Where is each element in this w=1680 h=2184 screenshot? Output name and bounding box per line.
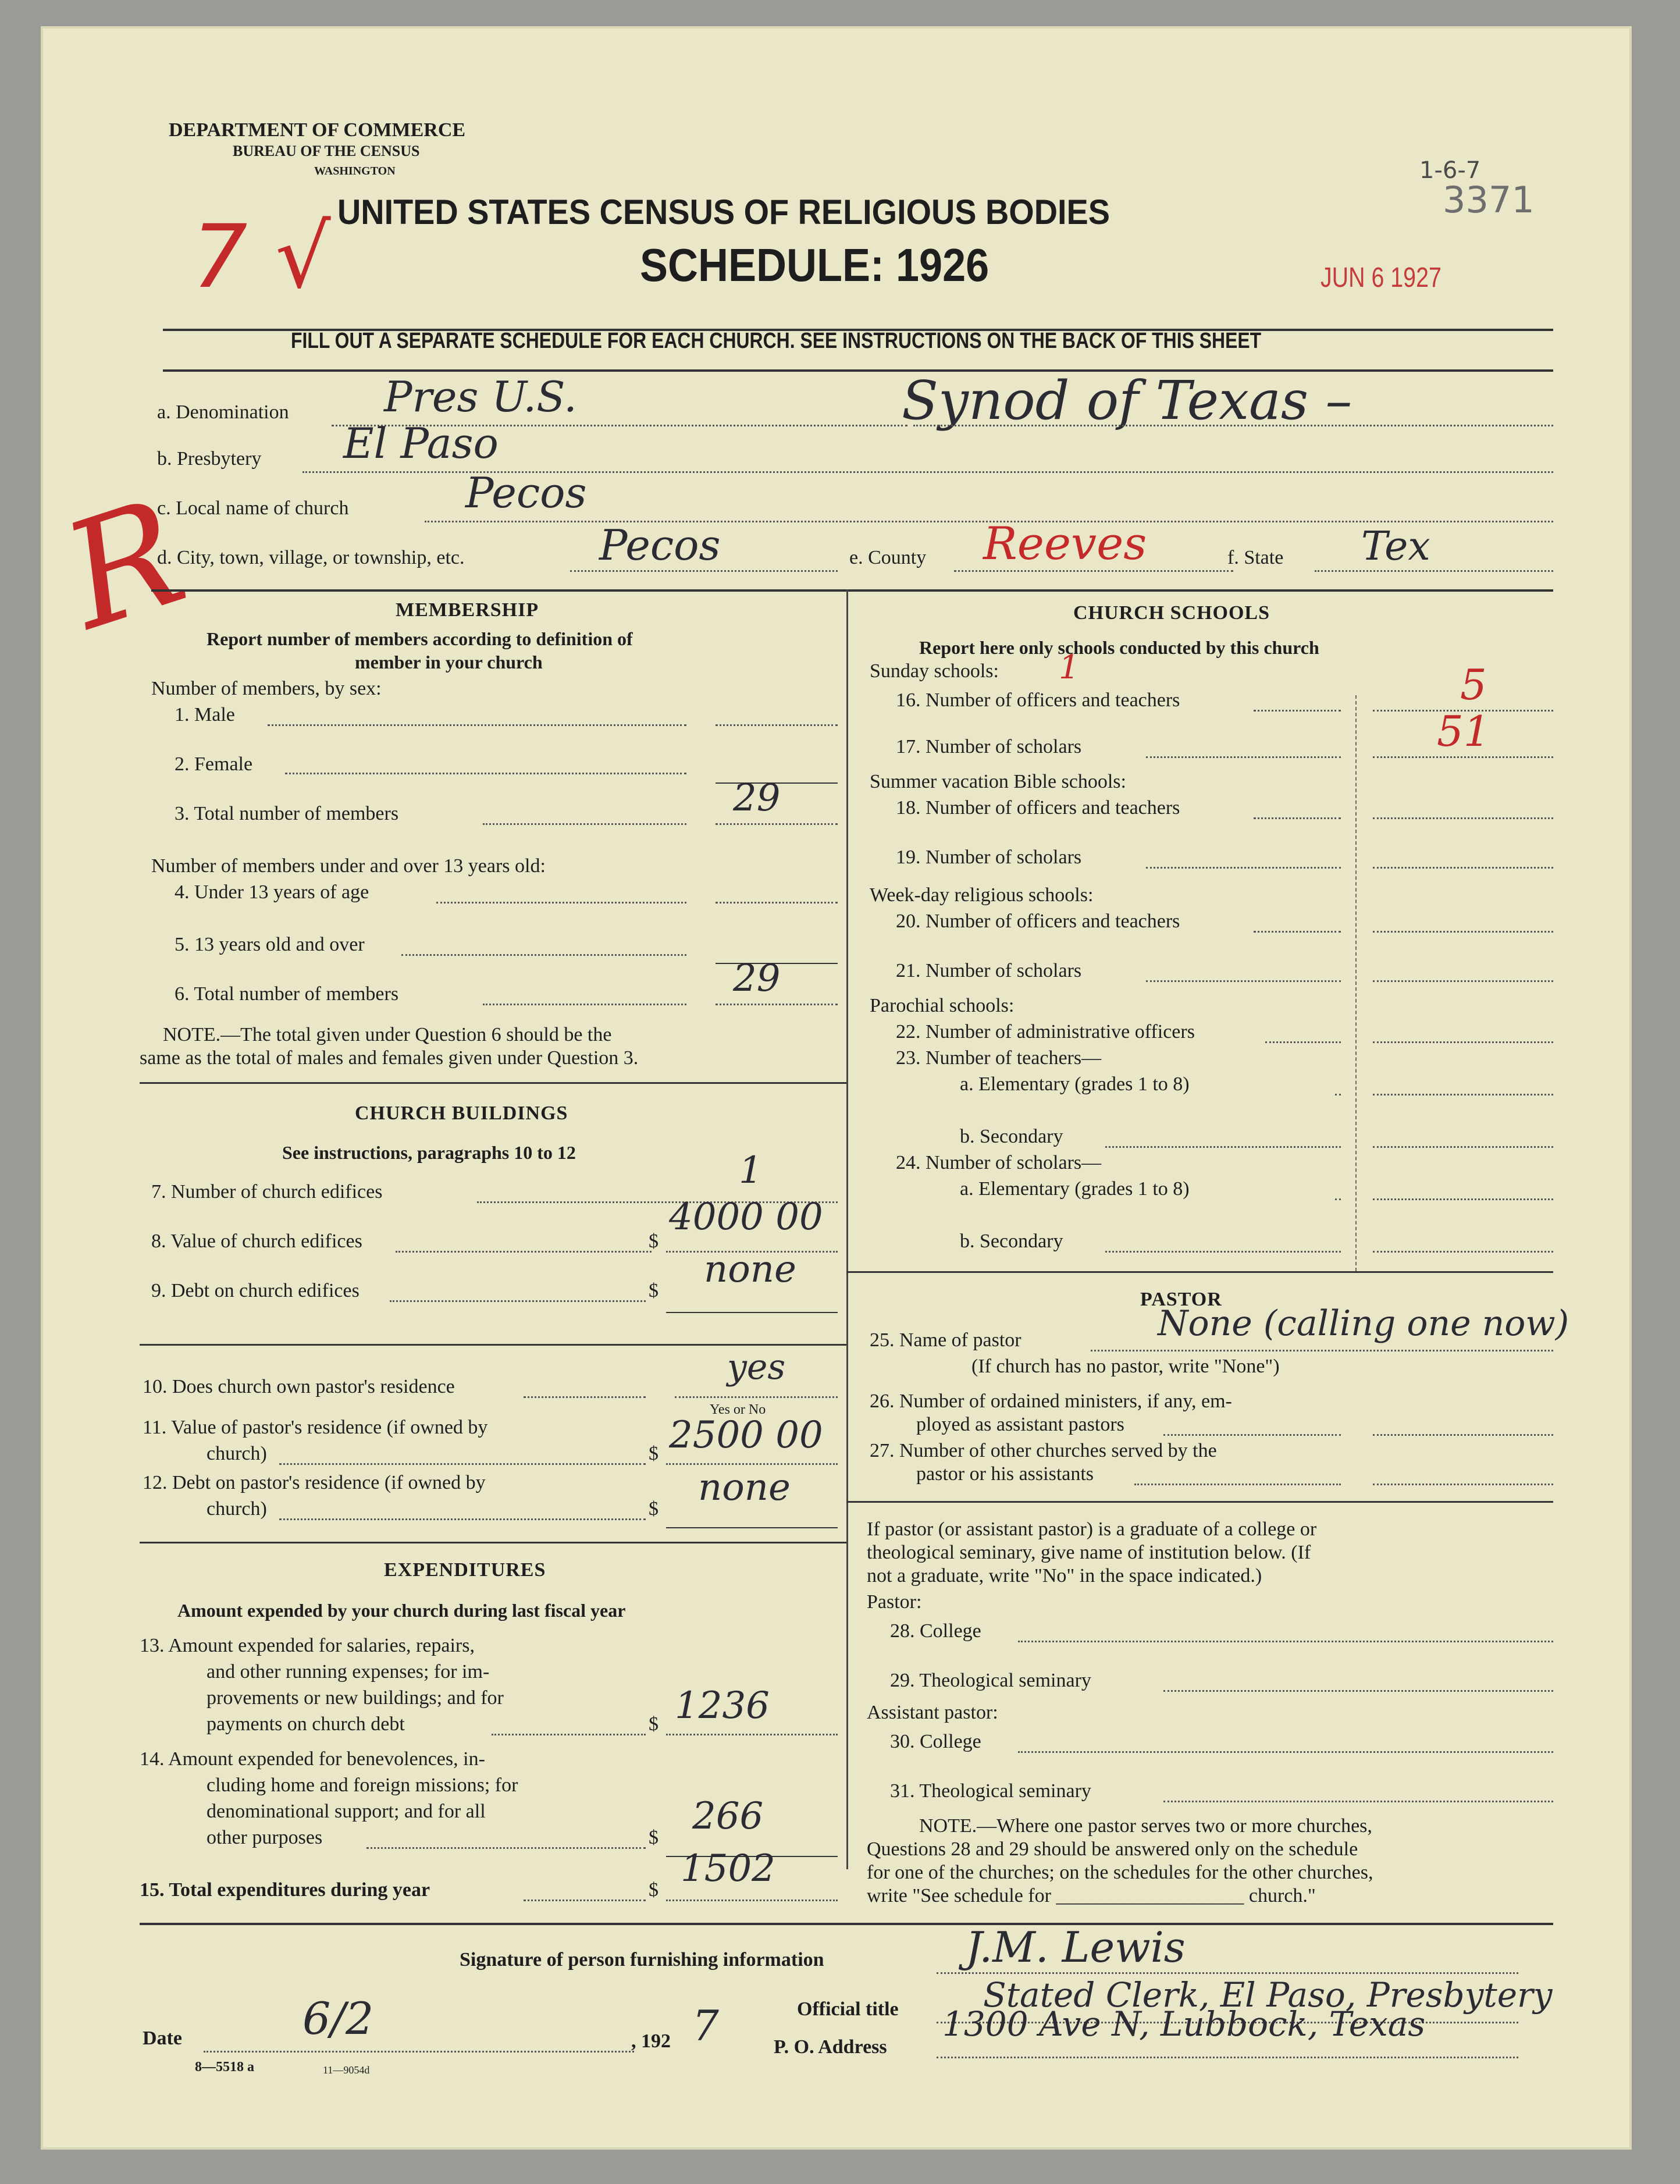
schools-intro: Report here only schools conducted by this church — [919, 637, 1319, 658]
q9-debt-label: 9. Debt on church edifices — [151, 1280, 360, 1301]
pastor-heading: PASTOR — [1140, 1289, 1222, 1310]
city-label: WASHINGTON — [314, 165, 396, 177]
q18-answer-line — [1373, 817, 1553, 819]
q24b-label: b. Secondary — [960, 1230, 1063, 1252]
q12-dollar: $ — [649, 1498, 659, 1520]
q12-residence-debt-label-2: church) — [207, 1498, 267, 1520]
q7-edifices-label: 7. Number of church edifices — [151, 1181, 383, 1203]
presbytery-value: El Paso — [343, 419, 499, 468]
q2-line — [285, 773, 686, 774]
margin-mark: 7 √ — [192, 207, 331, 308]
pastor-note-2: Questions 28 and 29 should be answered only on the schedule — [867, 1838, 1358, 1860]
graduate-instruction-3: not a graduate, write "No" in the space indicated.) — [867, 1565, 1262, 1587]
q11-line — [279, 1463, 646, 1465]
schools-heading: CHURCH SCHOOLS — [1073, 602, 1270, 624]
q14-line — [366, 1847, 646, 1849]
q6-line — [483, 1004, 686, 1005]
state-line — [1315, 570, 1553, 572]
q2-female-label: 2. Female — [175, 753, 253, 775]
q12-residence-debt-value: none — [698, 1466, 791, 1509]
q10-answer-line — [675, 1396, 838, 1398]
membership-intro-1: Report number of members according to definition of — [207, 628, 633, 649]
state-value: Tex — [1361, 524, 1430, 570]
q20-label: 20. Number of officers and teachers — [896, 910, 1180, 932]
buildings-intro: See instructions, paragraphs 10 to 12 — [282, 1142, 576, 1163]
q25-value: None (calling one now) — [1158, 1303, 1569, 1344]
q16-value: 5 — [1460, 660, 1487, 709]
q29-label: 29. Theological seminary — [890, 1670, 1091, 1691]
expenditures-heading: EXPENDITURES — [384, 1559, 546, 1581]
pastor-note-1: NOTE.—Where one pastor serves two or more churches, — [919, 1815, 1372, 1837]
po-address-value: 1300 Ave N, Lubbock, Texas — [942, 2004, 1426, 2044]
q15-label: 15. Total expenditures during year — [140, 1879, 430, 1901]
q11-answer-line — [666, 1463, 838, 1465]
q5-line — [401, 954, 686, 956]
margin-initial: R — [46, 467, 203, 662]
q9-bottom-rule — [140, 1344, 846, 1346]
pastor-note-3: for one of the churches; on the schedules for the other churches, — [867, 1862, 1373, 1883]
q18-line — [1254, 817, 1341, 819]
parochial-schools-label: Parochial schools: — [870, 995, 1015, 1016]
q24a-line — [1335, 1198, 1341, 1200]
form-number: 8—5518 a — [195, 2059, 254, 2075]
q30-line — [1018, 1751, 1553, 1753]
q16-label: 16. Number of officers and teachers — [896, 689, 1180, 711]
q19-line — [1146, 867, 1341, 869]
q3-line — [483, 823, 686, 825]
q19-label: 19. Number of scholars — [896, 846, 1082, 868]
q30-label: 30. College — [890, 1731, 981, 1752]
q9-debt-value: none — [704, 1248, 796, 1291]
expenditures-intro: Amount expended by your church during last fiscal year — [177, 1600, 626, 1621]
q24a-label: a. Elementary (grades 1 to 8) — [960, 1178, 1190, 1200]
census-schedule-sheet — [41, 26, 1632, 2150]
q13-label-3: provements or new buildings; and for — [207, 1687, 504, 1709]
state-label: f. State — [1227, 547, 1284, 568]
q1-answer-line — [716, 724, 838, 726]
q15-value: 1502 — [681, 1847, 775, 1890]
q14-label-2: cluding home and foreign missions; for — [207, 1774, 518, 1796]
q9-answer-line — [666, 1312, 838, 1313]
q8-value-label: 8. Value of church edifices — [151, 1230, 362, 1252]
q3-answer-line — [716, 823, 838, 825]
official-title-label: Official title — [797, 1998, 899, 2020]
q23a-answer-line — [1373, 1094, 1553, 1095]
q12-answer-line — [666, 1527, 838, 1528]
q14-label-4: other purposes — [207, 1827, 323, 1848]
q14-label-3: denominational support; and for all — [207, 1801, 486, 1822]
q16-line — [1254, 710, 1341, 712]
official-title-value: Stated Clerk, El Paso, Presbytery — [983, 1975, 1553, 2015]
graduate-instruction-2: theological seminary, give name of institution below. (If — [867, 1542, 1311, 1563]
buildings-bottom-rule — [140, 1542, 846, 1543]
graduate-instruction-1: If pastor (or assistant pastor) is a graduate of a college or — [867, 1518, 1317, 1540]
q8-line — [396, 1251, 652, 1253]
signature-label: Signature of person furnishing information — [460, 1949, 824, 1970]
membership-intro-2: member in your church — [355, 652, 543, 673]
members-by-age-label: Number of members under and over 13 years old: — [151, 855, 546, 877]
q20-answer-line — [1373, 931, 1553, 933]
q24b-line — [1105, 1251, 1341, 1253]
q23b-line — [1105, 1146, 1341, 1148]
received-date-stamp: JUN 6 1927 — [1320, 262, 1441, 293]
q23-label: 23. Number of teachers— — [896, 1047, 1102, 1069]
synod-line — [913, 425, 1553, 426]
county-value: Reeves — [983, 518, 1147, 570]
members-by-sex-label: Number of members, by sex: — [151, 678, 382, 699]
sunday-schools-label: Sunday schools: — [870, 660, 999, 682]
membership-note-1: NOTE.—The total given under Question 6 should be the — [163, 1024, 612, 1045]
sunday-schools-value: 1 — [1059, 649, 1080, 686]
instruction-banner: FILL OUT A SEPARATE SCHEDULE FOR EACH CHURCH. SEE INSTRUCTIONS ON THE BACK OF THIS SHEET — [291, 329, 1262, 353]
q14-label-1: 14. Amount expended for benevolences, in- — [140, 1748, 485, 1770]
q4-answer-line — [716, 902, 838, 904]
q24-label: 24. Number of scholars— — [896, 1152, 1102, 1173]
q3-total-value: 29 — [733, 777, 781, 820]
denomination-value: Pres U.S. — [384, 372, 577, 421]
q22-label: 22. Number of administrative officers — [896, 1021, 1195, 1043]
date-value: 6/2 — [302, 1993, 374, 2044]
q6-total-label: 6. Total number of members — [175, 983, 399, 1005]
q14-value: 266 — [692, 1795, 764, 1838]
q21-label: 21. Number of scholars — [896, 960, 1082, 981]
q25-hint: (If church has no pastor, write "None") — [971, 1356, 1280, 1377]
buildings-heading: CHURCH BUILDINGS — [355, 1102, 568, 1124]
q27-label-2: pastor or his assistants — [916, 1463, 1094, 1485]
q4-under13-label: 4. Under 13 years of age — [175, 881, 369, 903]
q11-residence-value-label-1: 11. Value of pastor's residence (if owned by — [143, 1417, 488, 1438]
q28-label: 28. College — [890, 1620, 981, 1642]
q14-dollar: $ — [649, 1827, 659, 1848]
schools-bottom-rule — [846, 1271, 1553, 1273]
q1-male-label: 1. Male — [175, 704, 235, 725]
assistant-education-label: Assistant pastor: — [867, 1702, 998, 1723]
q24b-answer-line — [1373, 1251, 1553, 1253]
county-line — [954, 570, 1233, 572]
q7-edifices-value: 1 — [739, 1149, 763, 1192]
local-name-value: Pecos — [465, 468, 587, 517]
pastor-education-label: Pastor: — [867, 1591, 922, 1613]
q1-line — [268, 724, 686, 726]
q21-answer-line — [1373, 980, 1553, 982]
q23a-line — [1335, 1094, 1341, 1095]
presbytery-label: b. Presbytery — [157, 448, 262, 469]
q27-line — [1134, 1484, 1341, 1485]
q8-dollar: $ — [649, 1230, 659, 1252]
q13-line — [492, 1734, 646, 1735]
q17-value: 51 — [1437, 707, 1490, 756]
q10-line — [524, 1396, 646, 1398]
po-address-label: P. O. Address — [774, 2036, 887, 2058]
q17-line — [1146, 756, 1341, 758]
file-number: 3371 — [1443, 179, 1535, 221]
reference-number: 1-6-7 — [1419, 157, 1481, 184]
county-label: e. County — [849, 547, 927, 568]
q11-dollar: $ — [649, 1443, 659, 1464]
membership-heading: MEMBERSHIP — [396, 599, 539, 621]
q25-line — [1091, 1350, 1553, 1351]
q11-residence-value-label-2: church) — [207, 1443, 267, 1464]
pastor-rule — [846, 1501, 1553, 1503]
q13-answer-line — [666, 1734, 838, 1735]
q25-label: 25. Name of pastor — [870, 1329, 1021, 1351]
q20-line — [1254, 931, 1341, 933]
q13-label-1: 13. Amount expended for salaries, repairs, — [140, 1635, 475, 1656]
schools-answer-column-divider — [1355, 695, 1357, 1271]
weekday-schools-label: Week-day religious schools: — [870, 884, 1094, 906]
date-line — [204, 2051, 634, 2053]
q17-label: 17. Number of scholars — [896, 736, 1082, 757]
summer-schools-label: Summer vacation Bible schools: — [870, 771, 1126, 792]
denomination-label: a. Denomination — [157, 401, 289, 423]
q18-label: 18. Number of officers and teachers — [896, 797, 1180, 819]
q13-label-2: and other running expenses; for im- — [207, 1661, 490, 1683]
q13-label-4: payments on church debt — [207, 1713, 405, 1735]
q22-line — [1265, 1041, 1341, 1043]
q31-line — [1163, 1801, 1553, 1802]
q4-line — [436, 902, 686, 904]
q15-answer-line — [666, 1900, 838, 1901]
synod-value: Synod of Texas – — [902, 369, 1352, 432]
local-name-label: c. Local name of church — [157, 497, 349, 519]
date-label: Date — [143, 2028, 182, 2049]
pastor-note-4: write "See schedule for ___________________ church." — [867, 1885, 1316, 1906]
year-value: 7 — [692, 2001, 719, 2050]
q11-residence-value: 2500 00 — [669, 1414, 823, 1457]
signature-value: J.M. Lewis — [966, 1923, 1186, 1972]
q10-residence-label: 10. Does church own pastor's residence — [143, 1376, 455, 1397]
print-number: 11—9054d — [323, 2064, 370, 2076]
footer-top-rule — [140, 1923, 1553, 1925]
q28-line — [1018, 1641, 1553, 1642]
city-town-value: Pecos — [599, 521, 721, 570]
q17-answer-line — [1373, 756, 1553, 758]
q29-line — [1163, 1690, 1553, 1692]
q26-answer-line — [1373, 1434, 1553, 1436]
q24a-answer-line — [1373, 1198, 1553, 1200]
city-town-label: d. City, town, village, or township, etc. — [157, 547, 465, 568]
city-town-line — [570, 570, 838, 572]
q23b-label: b. Secondary — [960, 1126, 1063, 1147]
q15-line — [524, 1900, 646, 1901]
form-title: UNITED STATES CENSUS OF RELIGIOUS BODIES — [337, 193, 1110, 232]
q27-answer-line — [1373, 1484, 1553, 1485]
q22-answer-line — [1373, 1041, 1553, 1043]
q10-hint: Yes or No — [710, 1402, 766, 1417]
q15-dollar: $ — [649, 1879, 659, 1901]
bureau-label: BUREAU OF THE CENSUS — [233, 143, 420, 159]
q6-total-value: 29 — [733, 957, 781, 1000]
department-label: DEPARTMENT OF COMMERCE — [169, 119, 466, 141]
q21-line — [1146, 980, 1341, 982]
q9-line — [390, 1300, 646, 1302]
q5-over13-label: 5. 13 years old and over — [175, 934, 365, 955]
q9-dollar: $ — [649, 1280, 659, 1301]
q31-label: 31. Theological seminary — [890, 1780, 1091, 1802]
signature-line — [937, 1972, 1518, 1974]
q26-label-1: 26. Number of ordained ministers, if any, em- — [870, 1390, 1232, 1412]
q26-label-2: ployed as assistant pastors — [916, 1414, 1124, 1435]
q27-label-1: 27. Number of other churches served by the — [870, 1440, 1217, 1461]
year-prefix: , 192 — [631, 2030, 671, 2052]
schedule-year-title: SCHEDULE: 1926 — [640, 239, 990, 291]
q13-dollar: $ — [649, 1713, 659, 1735]
column-divider — [846, 589, 848, 1869]
q3-total-label: 3. Total number of members — [175, 803, 399, 824]
q23a-label: a. Elementary (grades 1 to 8) — [960, 1073, 1190, 1095]
q12-line — [279, 1518, 646, 1520]
q13-value: 1236 — [675, 1684, 770, 1727]
q10-residence-value: yes — [727, 1347, 786, 1388]
q19-answer-line — [1373, 867, 1553, 869]
po-address-line — [937, 2057, 1518, 2058]
membership-note-2: same as the total of males and females given under Question 3. — [140, 1047, 639, 1069]
q12-residence-debt-label-1: 12. Debt on pastor's residence (if owned by — [143, 1472, 486, 1493]
q23b-answer-line — [1373, 1146, 1553, 1148]
membership-bottom-rule — [140, 1082, 846, 1084]
identity-bottom-rule — [151, 589, 1553, 592]
q26-line — [1163, 1434, 1341, 1436]
q6-answer-line — [716, 1004, 838, 1005]
q8-value-value: 4000 00 — [669, 1196, 823, 1239]
